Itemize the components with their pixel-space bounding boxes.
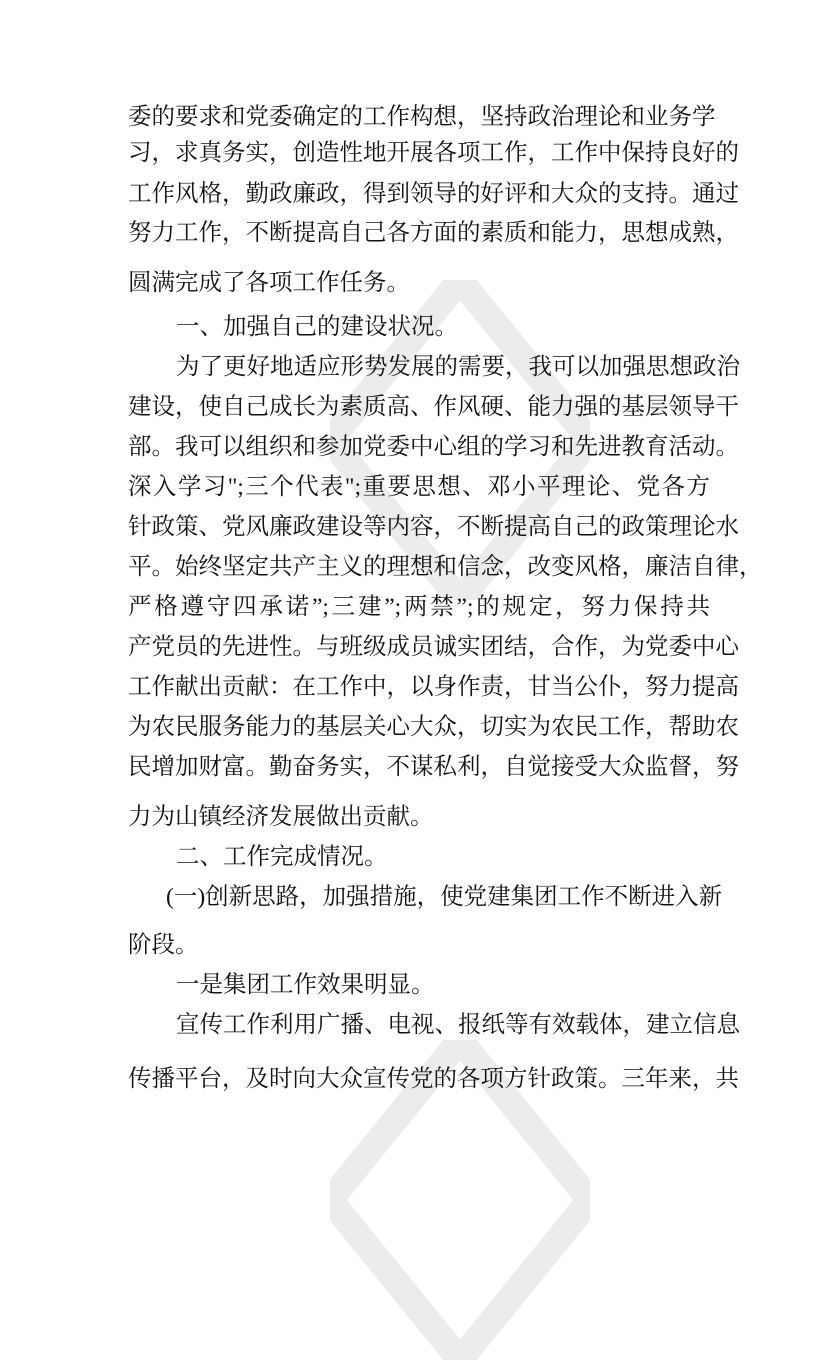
text-line: 建设，使自己成长为素质高、作风硬、能力强的基层领导干 [128,394,739,420]
text-line: 部。我可以组织和参加党委中心组的学习和先进教育活动。 [128,434,739,460]
text-line: 圆满完成了各项工作任务。 [128,270,410,296]
text-line: 努力工作，不断提高自己各方面的素质和能力，思想成熟， [128,220,739,246]
text-line: 产党员的先进性。与班级成员诚实团结，合作，为党委中心 [128,634,739,660]
text-line: 工作风格，勤政廉政，得到领导的好评和大众的支持。通过 [128,181,739,207]
text-line: 委的要求和党委确定的工作构想，坚持政治理论和业务学 [128,104,716,130]
text-line: 严格遵守四承诺”;三建”;两禁”;的规定，努力保持共 [128,594,710,620]
text-line: 为了更好地适应形势发展的需要，我可以加强思想政治 [176,354,740,380]
text-line: 二、工作完成情况。 [176,844,388,870]
text-line: 深入学习";三个代表";重要思想、邓小平理论、党各方 [128,474,710,500]
text-line: 工作献出贡献：在工作中，以身作责，甘当公仆，努力提高 [128,674,739,700]
text-line: 一是集团工作效果明显。 [176,972,435,998]
text-line: 传播平台，及时向大众宣传党的各项方针政策。三年来，共 [128,1066,739,1092]
text-line: (一)创新思路，加强措施，使党建集团工作不断进入新 [166,884,723,910]
text-line: 宣传工作利用广播、电视、报纸等有效载体，建立信息 [176,1012,740,1038]
text-line: 平。始终坚定共产主义的理想和信念，改变风格，廉洁自律， [128,554,763,580]
text-line: 习，求真务实，创造性地开展各项工作，工作中保持良好的 [128,140,739,166]
text-line: 针政策、党风廉政建设等内容，不断提高自己的政策理论水 [128,514,739,540]
text-line: 民增加财富。勤奋务实，不谋私利，自觉接受大众监督，努 [128,754,739,780]
text-line: 阶段。 [128,932,199,958]
text-line: 为农民服务能力的基层关心大众，切实为农民工作，帮助农 [128,714,739,740]
text-line: 一、加强自己的建设状况。 [176,314,458,340]
text-line: 力为山镇经济发展做出贡献。 [128,804,434,830]
